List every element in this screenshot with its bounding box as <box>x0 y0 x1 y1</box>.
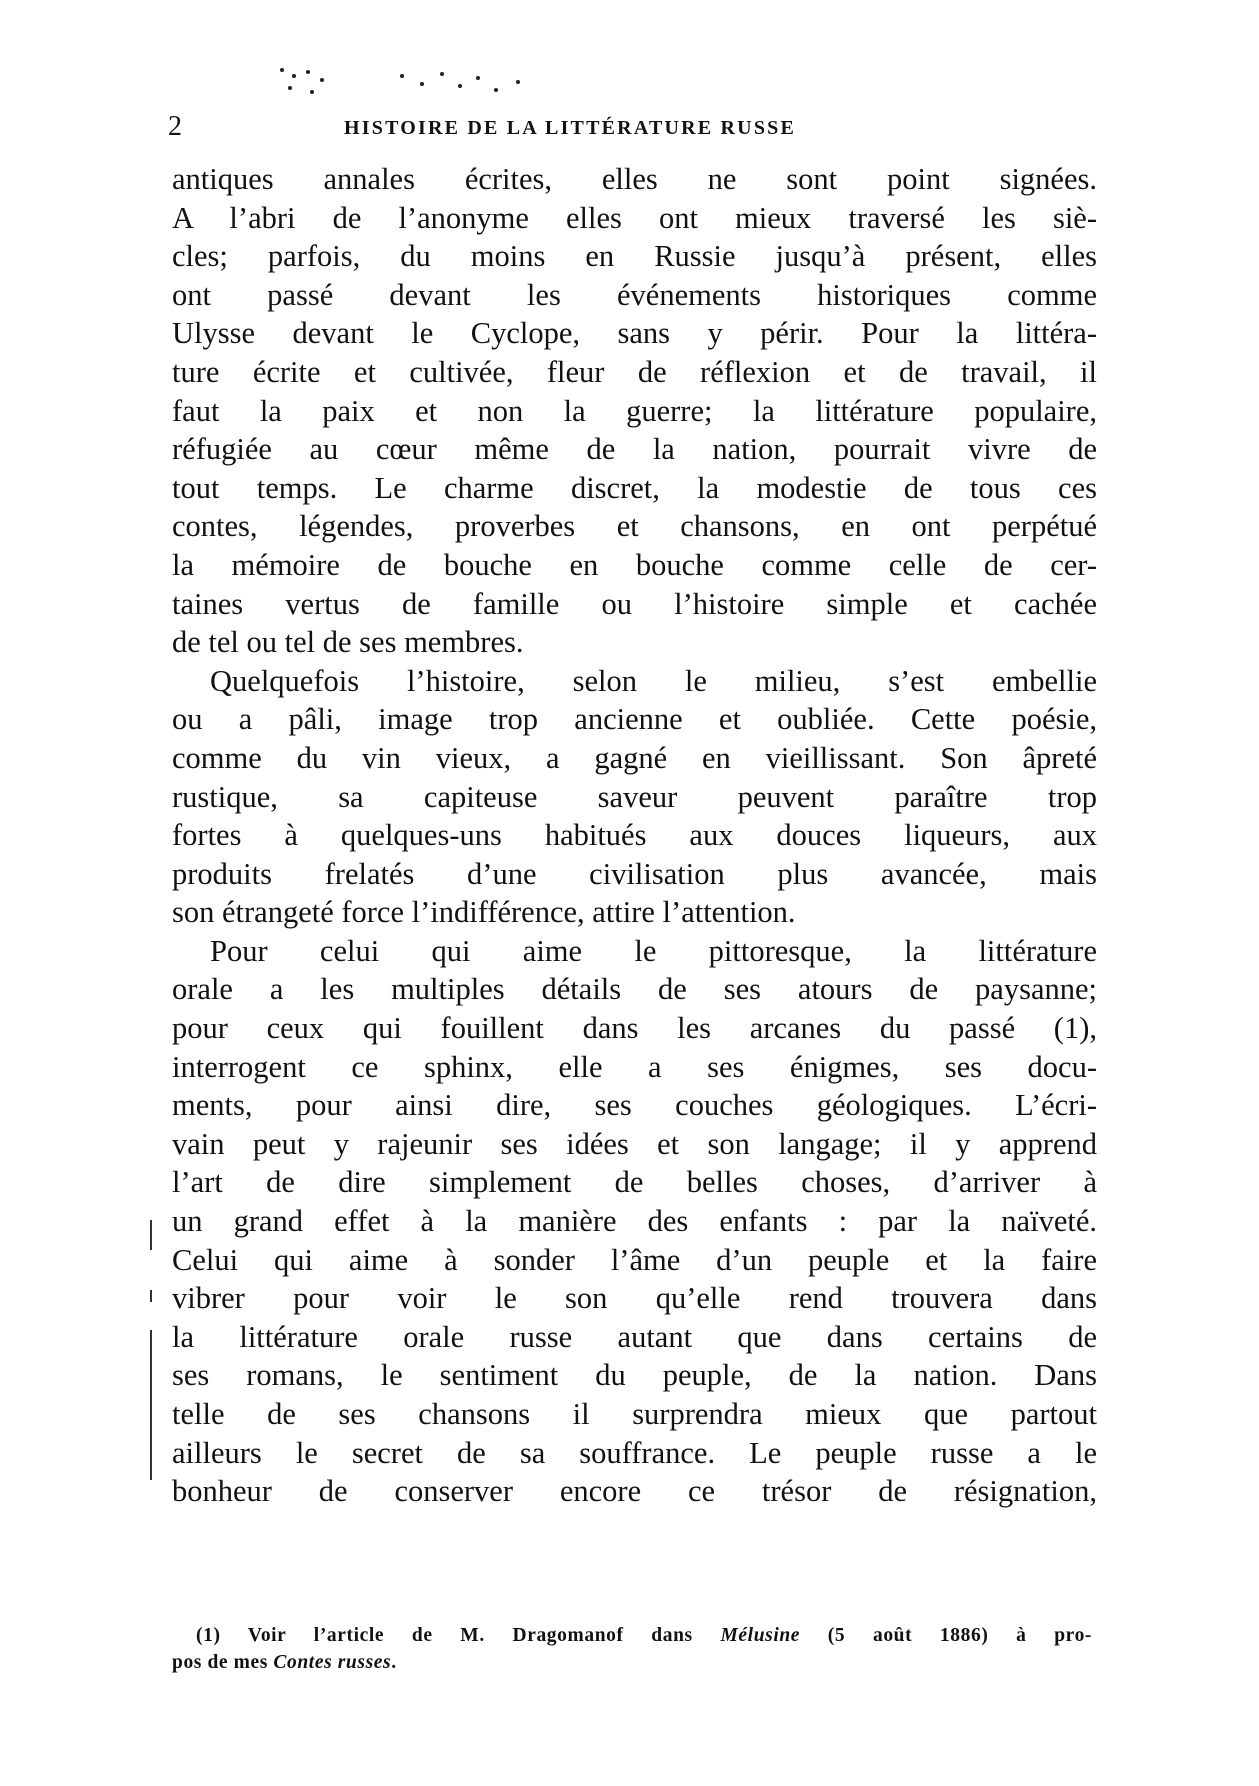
text-line: antiques annales écrites, elles ne sont point signées. <box>172 162 1097 196</box>
text-line: réfugiée au cœur même de la nation, pourrait vivre de <box>172 432 1097 467</box>
text-line: vain peut y rajeunir ses idées et son langage; il y apprend <box>172 1126 1097 1161</box>
footnote-text: (5 août 1886) à pro- <box>827 1625 1093 1646</box>
body-text <box>172 160 1097 1511</box>
paragraph-start: Pour celui qui aime le pittoresque, la littérature <box>210 933 1097 968</box>
page-header <box>168 112 928 142</box>
text-line: ses romans, le sentiment du peuple, de la nation. Dans <box>172 1358 1097 1393</box>
text-line: ture écrite et cultivée, fleur de réflexion et de travail, il <box>172 354 1097 389</box>
footnote-text: Voir l’article de M. Dragomanof dans <box>247 1625 693 1646</box>
footnote-marker: (1) <box>196 1625 221 1646</box>
footnote-text: . <box>391 1652 397 1673</box>
footnote-journal: Mélusine <box>720 1625 801 1646</box>
footnote-text: pos de mes <box>172 1652 268 1673</box>
text-line: la mémoire de bouche en bouche comme celle de cer- <box>172 547 1097 582</box>
text-line: son étrangeté force l’indifférence, attire l’attention. <box>172 895 796 930</box>
text-line: orale a les multiples détails de ses atours de paysanne; <box>172 972 1097 1007</box>
footnote <box>172 1622 1092 1676</box>
text-line: ont passé devant les événements historiques comme <box>172 277 1097 312</box>
text-line: pour ceux qui fouillent dans les arcanes du passé (1), <box>172 1011 1097 1046</box>
text-line: tout temps. Le charme discret, la modestie de tous ces <box>172 470 1097 505</box>
text-line: faut la paix et non la guerre; la littérature populaire, <box>172 393 1097 428</box>
footnote-work: Contes russes <box>273 1652 392 1673</box>
text-line: taines vertus de famille ou l’histoire simple et cachée <box>172 586 1097 621</box>
text-line: A l’abri de l’anonyme elles ont mieux traversé les siè- <box>172 200 1097 235</box>
text-line: vibrer pour voir le son qu’elle rend trouvera dans <box>172 1281 1097 1316</box>
margin-mark <box>150 1330 152 1480</box>
text-line: ailleurs le secret de sa souffrance. Le peuple russe a le <box>172 1435 1097 1470</box>
text-line: la littérature orale russe autant que dans certains de <box>172 1319 1097 1354</box>
footnote-line <box>172 1622 1092 1649</box>
page-number: 2 <box>168 111 182 142</box>
text-line: produits frelatés d’une civilisation plus avancée, mais <box>172 856 1097 891</box>
text-line: bonheur de conserver encore ce trésor de résignation, <box>172 1474 1097 1509</box>
text-line: interrogent ce sphinx, elle a ses énigmes, ses docu- <box>172 1049 1097 1084</box>
text-line: rustique, sa capiteuse saveur peuvent paraître trop <box>172 779 1097 814</box>
text-line: ou a pâli, image trop ancienne et oubliée. Cette poésie, <box>172 702 1097 737</box>
text-line: fortes à quelques-uns habitués aux douces liqueurs, aux <box>172 818 1097 853</box>
text-line: ments, pour ainsi dire, ses couches géologiques. L’écri- <box>172 1088 1097 1123</box>
paragraph-start: Quelquefois l’histoire, selon le milieu, s’est embellie <box>210 663 1097 698</box>
footnote-line <box>172 1649 1092 1676</box>
text-line: Ulysse devant le Cyclope, sans y périr. Pour la littéra- <box>172 316 1097 351</box>
print-specks <box>280 68 600 108</box>
text-line: l’art de dire simplement de belles choses, d’arriver à <box>172 1165 1097 1200</box>
text-line: Celui qui aime à sonder l’âme d’un peuple et la faire <box>172 1242 1097 1277</box>
text-line: contes, légendes, proverbes et chansons, en ont perpétué <box>172 509 1097 544</box>
text-line: comme du vin vieux, a gagné en vieillissant. Son âpreté <box>172 740 1097 775</box>
text-line: cles; parfois, du moins en Russie jusqu’à présent, elles <box>172 239 1097 274</box>
margin-mark <box>150 1290 152 1302</box>
running-head: HISTOIRE DE LA LITTÉRATURE RUSSE <box>344 117 797 139</box>
text-line: telle de ses chansons il surprendra mieux que partout <box>172 1397 1097 1431</box>
text-line: un grand effet à la manière des enfants : par la naïveté. <box>172 1204 1097 1239</box>
text-line: de tel ou tel de ses membres. <box>172 625 524 660</box>
margin-mark <box>150 1220 152 1250</box>
